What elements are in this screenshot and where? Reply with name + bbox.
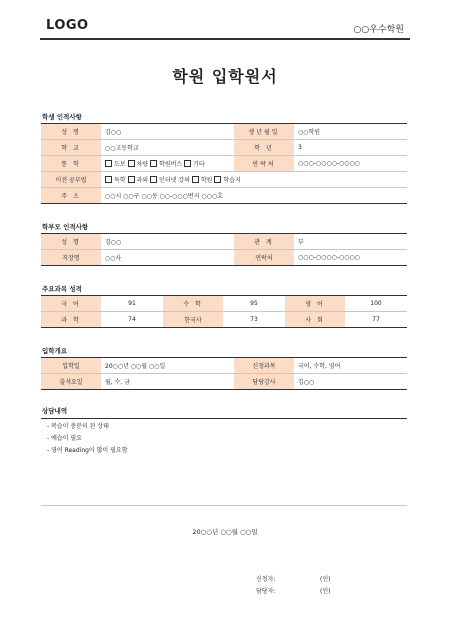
checkbox[interactable]: [192, 176, 199, 183]
birth-field[interactable]: ○○학원: [294, 124, 407, 140]
subject-label: 수 학: [163, 296, 223, 312]
checkbox[interactable]: [184, 160, 191, 167]
subject-label: 과 학: [41, 312, 101, 328]
parent-section-title: 학부모 인적사항: [42, 223, 89, 231]
address-field[interactable]: ○○시 ○○구 ○○동 ○○-○○○번지 ○○○호: [101, 188, 407, 204]
applicant-seal[interactable]: (인): [320, 576, 331, 583]
grades-table: [41, 295, 407, 328]
list-item: - 영어 Reading이 많이 필요함: [47, 447, 128, 454]
consult-section-title: 상담내역: [42, 407, 68, 415]
score-field[interactable]: 74: [101, 312, 163, 328]
table-row: [41, 250, 407, 266]
list-item: - 복습이 충분히 된 상태: [47, 423, 109, 430]
checkbox[interactable]: [105, 160, 112, 167]
page-title: 학원 입학원서: [172, 67, 278, 86]
table-row: [41, 172, 407, 188]
address-label: 주 소: [41, 188, 101, 204]
attendance-days-field[interactable]: 월, 수, 금: [101, 374, 234, 390]
table-row: [41, 156, 407, 172]
checkbox[interactable]: [150, 160, 157, 167]
score-field[interactable]: 100: [345, 296, 407, 312]
job-label: 직장명: [41, 250, 101, 266]
manager-seal[interactable]: (인): [320, 588, 331, 595]
subject-label: 국 어: [41, 296, 101, 312]
subject-label: 한국사: [163, 312, 223, 328]
contact-label: 연락처: [234, 156, 294, 172]
list-item: - 예습이 필요: [47, 435, 82, 442]
academy-name: ○○우수학원: [353, 25, 404, 35]
checkbox[interactable]: [214, 176, 221, 183]
consult-notes[interactable]: [41, 418, 407, 506]
student-name-field[interactable]: 김○○: [101, 124, 234, 140]
admission-date-field[interactable]: 20○○년 ○○월 ○○일: [101, 358, 234, 374]
attendance-days-label: 출석요일: [41, 374, 101, 390]
table-row: [41, 124, 407, 140]
score-field[interactable]: 91: [101, 296, 163, 312]
student-info-table: [41, 123, 407, 204]
subjects-field[interactable]: 국어, 수학, 영어: [294, 358, 407, 374]
school-field[interactable]: ○○고등학교: [101, 140, 234, 156]
subject-label: 영 어: [285, 296, 345, 312]
prev-study-options: 독학 과외 인터넷 강의 학원 학습지: [101, 172, 407, 188]
checkbox[interactable]: [105, 176, 112, 183]
parent-contact-field[interactable]: ○○○-○○○○-○○○○: [294, 250, 407, 266]
applicant-label: 신청자:: [256, 576, 276, 583]
checkbox[interactable]: [150, 176, 157, 183]
parent-name-field[interactable]: 김○○: [101, 234, 234, 250]
student-name-label: 성 명: [41, 124, 101, 140]
commute-options: 도보 차량 학원버스 기타: [101, 156, 234, 172]
grades-section-title: 주요과목 성적: [42, 285, 82, 293]
subject-label: 사 회: [285, 312, 345, 328]
score-field[interactable]: 95: [223, 296, 285, 312]
teacher-label: 담당강사: [234, 374, 294, 390]
relation-field[interactable]: 부: [294, 234, 407, 250]
table-row: [41, 358, 407, 374]
admission-date-label: 입학일: [41, 358, 101, 374]
table-row: [41, 234, 407, 250]
commute-label: 통 학: [41, 156, 101, 172]
teacher-field[interactable]: 김○○: [294, 374, 407, 390]
grade-label: 학 년: [234, 140, 294, 156]
submission-date: 20○○년 ○○월 ○○일: [192, 528, 258, 536]
table-row: [41, 312, 407, 328]
checkbox[interactable]: [128, 176, 135, 183]
grade-field[interactable]: 3: [294, 140, 407, 156]
relation-label: 관 계: [234, 234, 294, 250]
parent-name-label: 성 명: [41, 234, 101, 250]
table-row: [41, 188, 407, 204]
school-label: 학 교: [41, 140, 101, 156]
table-row: [41, 296, 407, 312]
parent-info-table: [41, 233, 407, 266]
table-row: [41, 374, 407, 390]
admission-section-title: 입학개요: [42, 347, 68, 355]
admission-table: [41, 357, 407, 390]
parent-contact-label: 연락처: [234, 250, 294, 266]
score-field[interactable]: 77: [345, 312, 407, 328]
prev-study-label: 이전 공부법: [41, 172, 101, 188]
page-header: [40, 14, 410, 40]
table-row: [41, 140, 407, 156]
score-field[interactable]: 73: [223, 312, 285, 328]
student-section-title: 학생 인적사항: [42, 113, 82, 121]
birth-label: 생년월일: [234, 124, 294, 140]
checkbox[interactable]: [128, 160, 135, 167]
manager-label: 담당자:: [256, 588, 276, 595]
logo: LOGO: [46, 18, 89, 33]
subjects-label: 신청과목: [234, 358, 294, 374]
job-field[interactable]: ○○사: [101, 250, 234, 266]
contact-field[interactable]: ○○○-○○○○-○○○○: [294, 156, 407, 172]
